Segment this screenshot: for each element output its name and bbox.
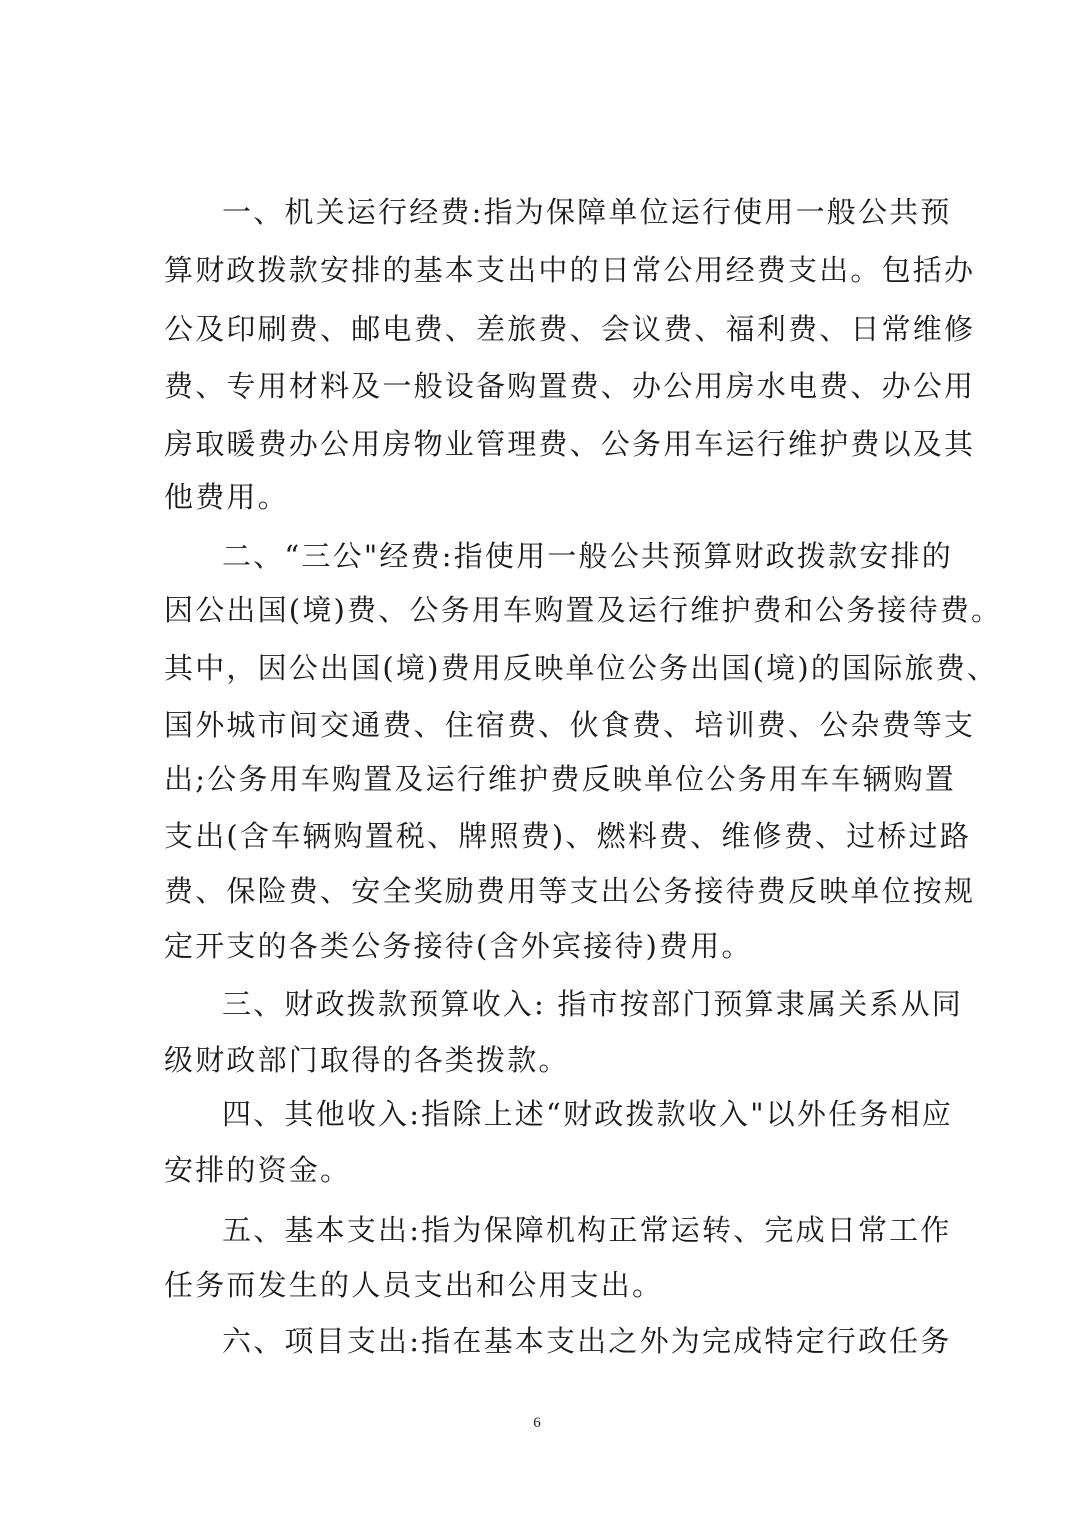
paragraph-1-line-2: 算财政拨款安排的基本支出中的日常公用经费支出。包括办 bbox=[164, 253, 976, 287]
paragraph-2-line-3: 其中，因公出国(境)费用反映单位公务出国(境)的国际旅费、 bbox=[164, 651, 999, 685]
paragraph-2-line-5: 出;公务用车购置及运行维护费反映单位公务用车车辆购置 bbox=[164, 762, 956, 796]
paragraph-4-line-2: 安排的资金。 bbox=[164, 1153, 352, 1187]
paragraph-2-line-4: 国外城市间交通费、住宿费、伙食费、培训费、公杂费等支 bbox=[164, 708, 976, 742]
paragraph-2-line-8: 定开支的各类公务接待(含外宾接待)费用。 bbox=[164, 929, 753, 963]
paragraph-1-line-3: 公及印刷费、邮电费、差旅费、会议费、福利费、日常维修 bbox=[164, 312, 976, 346]
paragraph-1-line-5: 房取暖费办公用房物业管理费、公务用车运行维护费以及其 bbox=[164, 427, 976, 461]
paragraph-5-line-1: 五、基本支出:指为保障机构正常运转、完成日常工作 bbox=[222, 1213, 952, 1247]
paragraph-1-line-1: 一、机关运行经费:指为保障单位运行使用一般公共预 bbox=[222, 195, 952, 229]
paragraph-4-line-1: 四、其他收入:指除上述“财政拨款收入"以外任务相应 bbox=[222, 1097, 953, 1131]
page-number: 6 bbox=[533, 1415, 541, 1431]
paragraph-1-line-4: 费、专用材料及一般设备购置费、办公用房水电费、办公用 bbox=[164, 369, 976, 403]
paragraph-2-line-6: 支出(含车辆购置税、牌照费)、燃料费、维修费、过桥过路 bbox=[164, 819, 972, 853]
paragraph-1-line-6: 他费用。 bbox=[164, 480, 289, 514]
paragraph-2-line-1: 二、“三公"经费:指使用一般公共预算财政拨款安排的 bbox=[222, 539, 953, 573]
paragraph-6-line-1: 六、项目支出:指在基本支出之外为完成特定行政任务 bbox=[222, 1324, 952, 1358]
paragraph-5-line-2: 任务而发生的人员支出和公用支出。 bbox=[164, 1268, 664, 1302]
paragraph-3-line-2: 级财政部门取得的各类拨款。 bbox=[164, 1043, 570, 1077]
paragraph-2-line-2: 因公出国(境)费、公务用车购置及运行维护费和公务接待费。 bbox=[164, 593, 1003, 627]
paragraph-3-line-1: 三、财政拨款预算收入: 指市按部门预算隶属关系从同 bbox=[222, 987, 963, 1021]
paragraph-2-line-7: 费、保险费、安全奖励费用等支出公务接待费反映单位按规 bbox=[164, 874, 976, 908]
